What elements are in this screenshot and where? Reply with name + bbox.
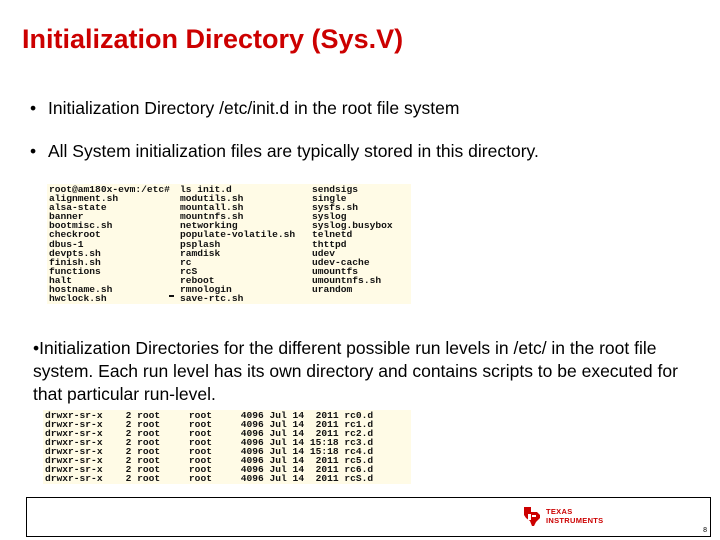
listing-entry: alsa-state: [49, 202, 107, 214]
listing-entry: rc: [180, 256, 192, 268]
bullet-system-files: [30, 141, 539, 162]
listing-entry: alignment.sh: [49, 193, 119, 205]
listing-entry: syslog.busybox: [312, 220, 393, 232]
listing-row: drwxr-sr-x 2 root root 4096 Jul 14 2011 rcS.d: [45, 473, 374, 484]
listing-entry: thttpd: [312, 238, 347, 250]
listing-entry: telnetd: [312, 229, 353, 241]
listing-entry: modutils.sh: [180, 193, 244, 205]
listing-entry: rcS: [180, 265, 198, 277]
runlevel-directory-listing: [43, 410, 411, 484]
listing-row: drwxr-sr-x 2 root root 4096 Jul 14 2011 rc1.d: [45, 419, 374, 430]
listing-column-2: [180, 185, 295, 303]
listing-row: drwxr-sr-x 2 root root 4096 Jul 14 2011 rc0.d: [45, 410, 374, 421]
bullet-text: Initialization Directory /etc/init.d in the root file system: [48, 98, 460, 118]
listing-entry: umountnfs.sh: [312, 274, 382, 286]
listing-row: drwxr-sr-x 2 root root 4096 Jul 14 2011 rc5.d: [45, 455, 374, 466]
listing-row: drwxr-sr-x 2 root root 4096 Jul 14 15:18 rc4.d: [45, 446, 374, 457]
listing-entry: hwclock.sh: [49, 293, 107, 305]
listing-entry: ls init.d: [180, 184, 232, 195]
listing-entry: sysfs.sh: [312, 202, 359, 214]
slide-footer: [26, 497, 711, 537]
listing-entry: umountfs: [312, 265, 359, 277]
bullet-text: All System initialization files are typically stored in this directory.: [48, 141, 539, 161]
listing-entry: syslog: [312, 211, 347, 223]
listing-row: drwxr-sr-x 2 root root 4096 Jul 14 2011 rc6.d: [45, 464, 374, 475]
listing-entry: finish.sh: [49, 256, 101, 268]
listing-entry: udev-cache: [312, 256, 370, 268]
listing-entry: ramdisk: [180, 247, 221, 259]
listing-entry: urandom: [312, 284, 353, 296]
texas-instruments-logo: [522, 505, 642, 531]
logo-line-instruments: INSTRUMENTS: [546, 516, 604, 525]
listing-entry: populate-volatile.sh: [180, 229, 296, 241]
listing-entry: save-rtc.sh: [180, 293, 244, 305]
listing-entry: rmnologin: [180, 284, 232, 296]
texas-state-icon: [522, 505, 542, 527]
slide-title: Initialization Directory (Sys.V): [22, 24, 404, 54]
listing-entry: devpts.sh: [49, 247, 101, 259]
listing-entry: reboot: [180, 274, 215, 286]
listing-entry: checkroot: [49, 229, 101, 241]
listing-entry: banner: [49, 211, 84, 223]
logo-wordmark: [546, 507, 603, 525]
terminal-cursor: [169, 295, 174, 297]
listing-row: drwxr-sr-x 2 root root 4096 Jul 14 15:18 rc3.d: [45, 437, 374, 448]
listing-entry: sendsigs: [312, 184, 359, 195]
listing-entry: bootmisc.sh: [49, 220, 113, 232]
listing-row: drwxr-sr-x 2 root root 4096 Jul 14 2011 rc2.d: [45, 428, 374, 439]
listing-column-1: [49, 185, 176, 303]
bullet-run-levels: •Initialization Directories for the different possible run levels in /etc/ in the root file system. Each run level has its own directory and contains scripts to be executed for that particular run-level.: [33, 338, 678, 404]
listing-entry: single: [312, 193, 347, 205]
listing-entry: hostname.sh: [49, 284, 113, 296]
listing-column-3: [312, 185, 393, 294]
listing-entry: functions: [49, 265, 101, 277]
listing-entry: mountall.sh: [180, 202, 244, 214]
listing-entry: udev: [312, 247, 336, 259]
page-number: 8: [703, 527, 707, 534]
bullet-marker: •: [30, 141, 37, 161]
listing-entry: mountnfs.sh: [180, 211, 244, 223]
listing-entry: dbus-1: [49, 238, 84, 250]
listing-entry: halt: [49, 274, 73, 286]
bullet-init-directory: [30, 98, 459, 119]
listing-entry: networking: [180, 220, 238, 232]
listing-entry: psplash: [180, 238, 221, 250]
bullet-marker: •: [30, 98, 37, 118]
logo-line-texas: TEXAS: [546, 507, 573, 516]
init-d-listing: [47, 184, 411, 304]
listing-entry: root@am180x-evm:/etc#: [49, 184, 176, 195]
